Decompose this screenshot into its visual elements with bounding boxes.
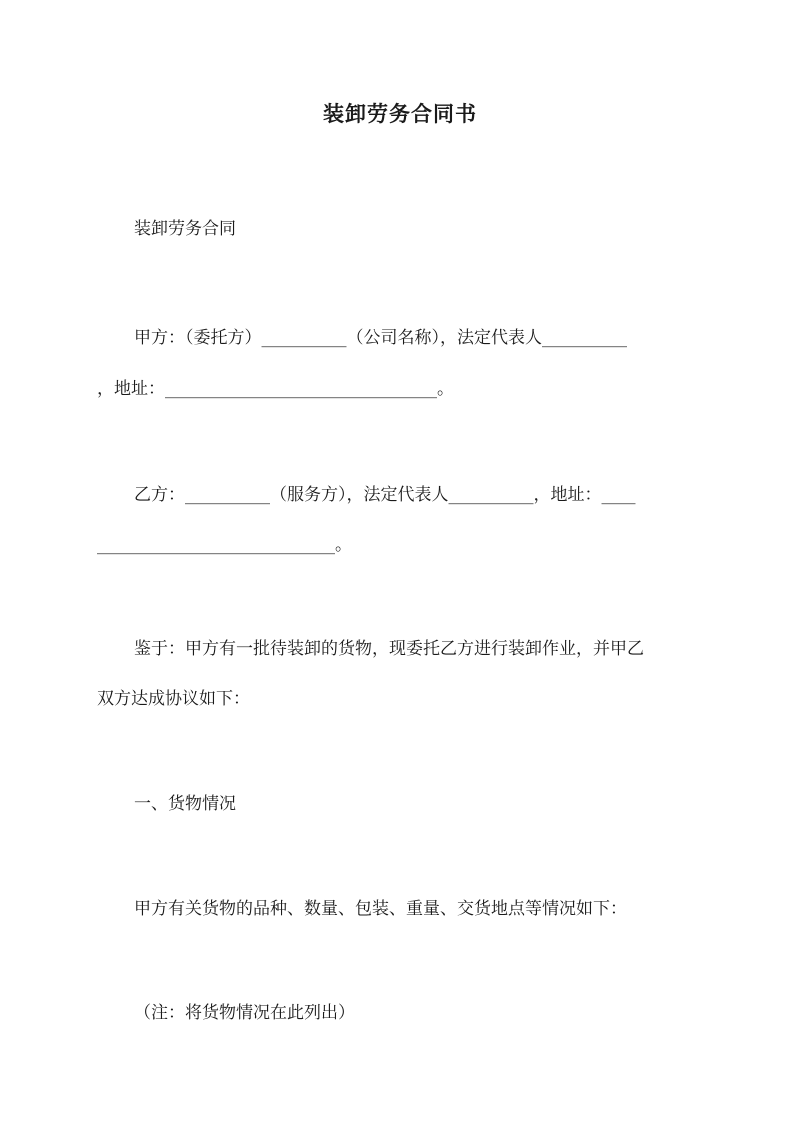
whereas-line-1: 鉴于：甲方有一批待装卸的货物，现委托乙方进行装卸作业，并甲乙 [134, 639, 644, 659]
contract-subtitle: 装卸劳务合同 [134, 219, 236, 239]
document-title: 装卸劳务合同书 [323, 101, 477, 126]
whereas-line-2: 双方达成协议如下： [97, 689, 250, 709]
section-1-heading: 一、货物情况 [134, 794, 236, 814]
party-a-line-2: ，地址：________________________________。 [97, 379, 454, 399]
party-b-line-2: ____________________________。 [97, 535, 352, 555]
party-a-line-1: 甲方：（委托方）__________（公司名称），法定代表人__________ [134, 328, 627, 348]
section-1-note: （注：将货物情况在此列出） [134, 1003, 355, 1023]
section-1-body: 甲方有关货物的品种、数量、包装、重量、交货地点等情况如下： [134, 899, 627, 919]
party-b-line-1: 乙方：__________（服务方），法定代表人__________，地址：____ [134, 485, 636, 505]
